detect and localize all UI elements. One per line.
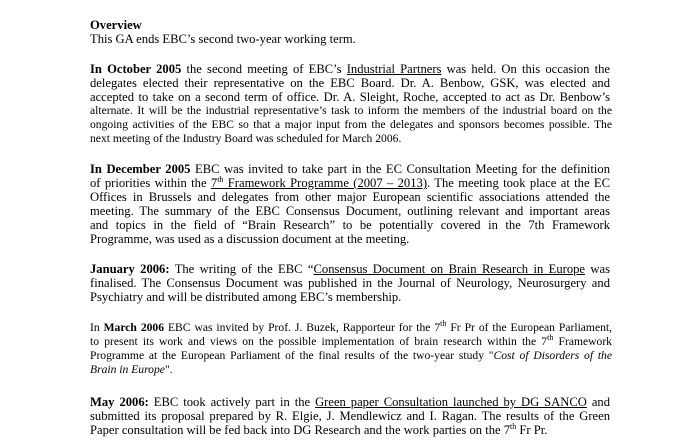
p3-line3: Psychiatry and will be distributed among EBC’s membership. xyxy=(90,290,402,304)
p1-line2: delegates elected their representative on the EBC Board. Dr. A. Benbow, GSK, was elected and xyxy=(90,76,610,90)
p2-line4: meeting. The summary of the EBC Consensus Document, outlining relevant and important areas xyxy=(90,204,610,218)
p3-line2: finalised. The Consensus Document was published in the Journal of Neurology, Neurosurgery and xyxy=(90,276,610,290)
p1-line6: next meeting of the Industry Board was scheduled for March 2006. xyxy=(90,132,402,145)
p4-line1: In March 2006 EBC was invited by Prof. J. Buzek, Rapporteur for the 7th Fr Pr of the European Parliament, xyxy=(90,319,613,334)
p3-date: January 2006: xyxy=(90,262,170,276)
p2-line1: In December 2005 EBC was invited to take part in the EC Consultation Meeting for the definition xyxy=(90,162,611,176)
consensus-document-link[interactable]: Consensus Document on Brain Research in Europe xyxy=(313,262,586,276)
p4-line2: to present its work and views on the possible implementation of brain research within the 7th Framework xyxy=(90,333,612,348)
green-paper-link[interactable]: Green paper Consultation launched by DG SANCO xyxy=(315,395,587,409)
p1-line1: In October 2005 the second meeting of EBC’s Industrial Partners was held. On this occasion the xyxy=(90,62,610,76)
overview-text: This GA ends EBC’s second two-year working term. xyxy=(90,32,356,46)
p5-line1: May 2006: EBC took actively part in the Green paper Consultation launched by DG SANCO and xyxy=(90,395,611,409)
p2-line5: and topics in the field of “Brain Research” to be potentially covered in the 7th Framework xyxy=(90,218,610,232)
overview-heading: Overview xyxy=(90,18,142,32)
p1-line3: accepted to take on a second term of office. Dr. A. Sleight, Roche, accepted to act as Dr. Benbow’s xyxy=(90,90,610,104)
p4-line4: Brain in Europe". xyxy=(90,363,173,376)
p5-date: May 2006: xyxy=(90,395,149,409)
p4-line3: Programme at the European Parliament of the final results of the two-year study "Cost of Disorders of the xyxy=(90,349,612,362)
p4-date: March 2006 xyxy=(103,321,165,334)
p3-line1: January 2006: The writing of the EBC “Consensus Document on Brain Research in Europe was xyxy=(90,262,610,276)
p2-line6: Programme, was used as a discussion document at the meeting. xyxy=(90,232,410,246)
p1-line4: alternate. It will be the industrial representative’s task to inform the members of the industrial board on the xyxy=(90,104,612,117)
p5-line2: submitted its proposal prepared by R. Elgie, J. Mendlewicz and I. Ragan. The results of the Green xyxy=(90,409,610,423)
p5-line3: Paper consultation will be fed back into DG Research and the work parties on the 7th Fr Pr. xyxy=(90,422,548,437)
framework-programme-link[interactable]: 7th Framework Programme (2007 – 2013) xyxy=(210,175,428,190)
industrial-partners-link[interactable]: Industrial Partners xyxy=(346,62,442,76)
p1-line5: ongoing activities of the EBC so that a major input from the delegates and sponsors becomes possible. The xyxy=(90,118,612,131)
p2-line2: of priorities within the 7th Framework Programme (2007 – 2013). The meeting took place at the EC xyxy=(90,175,610,190)
p2-date: In December 2005 xyxy=(90,162,191,176)
p1-date: In October 2005 xyxy=(90,62,182,76)
p2-line3: Offices in Brussels and delegates from other major European scientific associations attended the xyxy=(90,190,610,204)
